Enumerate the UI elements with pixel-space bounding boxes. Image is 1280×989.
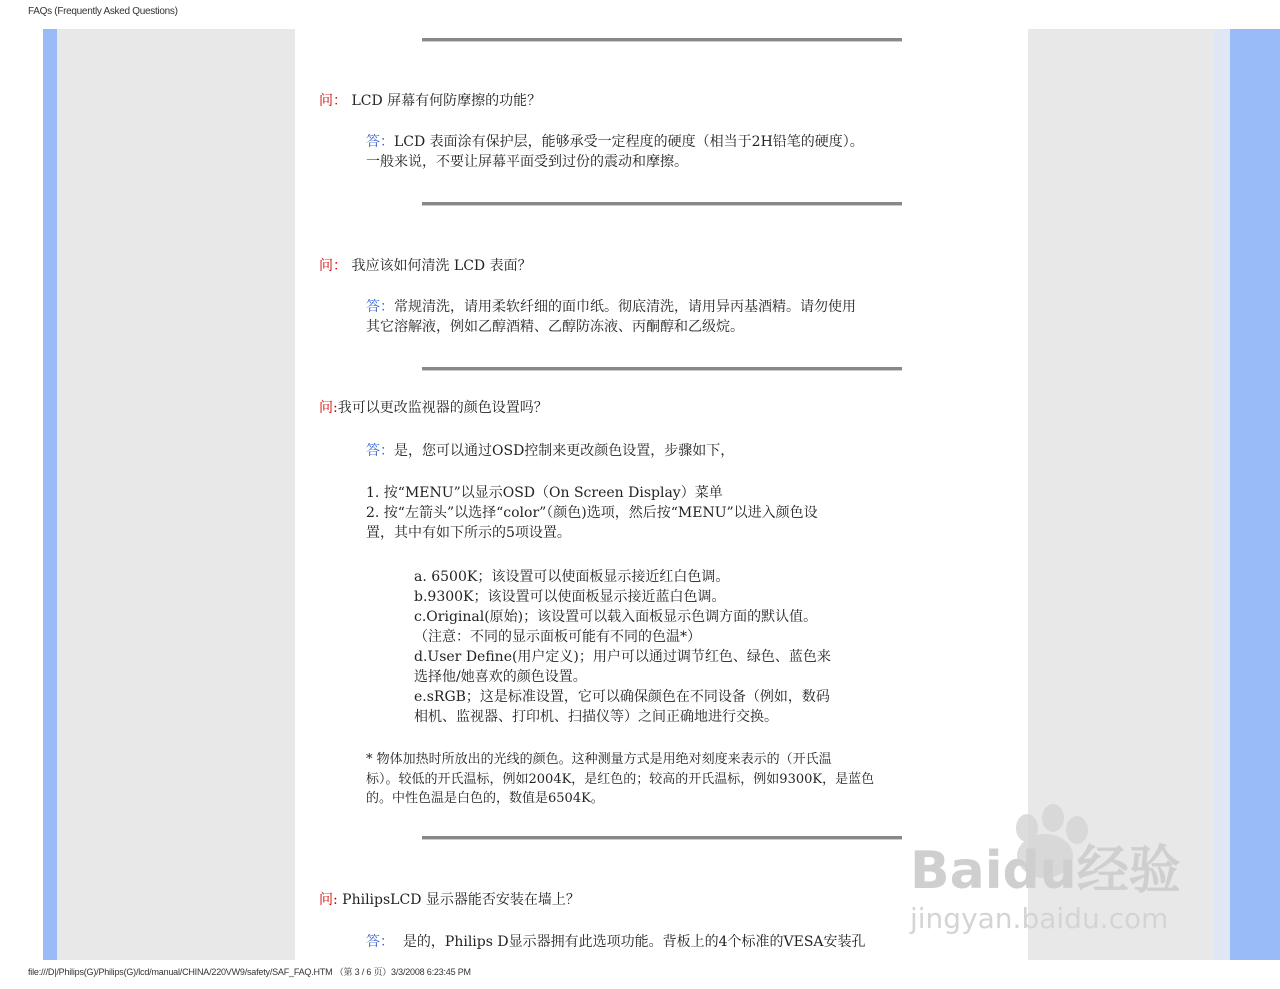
paw-icon (905, 800, 1205, 950)
option-item: 相机、监视器、打印机、扫描仪等）之间正确地进行交换。 (414, 709, 778, 725)
footnote-line: 的。中性色温是白色的，数值是6504K。 (366, 791, 604, 806)
step-item: 1. 按“MENU”以显示OSD（On Screen Display）菜单 (366, 485, 723, 501)
question-marker: 问: (319, 400, 338, 416)
option-item: a. 6500K；该设置可以使面板显示接近红白色调。 (414, 569, 730, 585)
answer-marker: 答： (366, 443, 394, 459)
section-divider (422, 836, 902, 840)
footnote-line: * 物体加热时所放出的光线的颜色。这种测量方式是用绝对刻度来表示的（开氏温 (366, 752, 832, 767)
step-item: 2. 按“左箭头”以选择“color”（颜色)选项，然后按“MENU”以进入颜色设 (366, 505, 818, 521)
faq-question (319, 255, 532, 275)
answer-line: 一般来说，不要让屏幕平面受到过份的震动和摩擦。 (366, 154, 688, 170)
right-thin-bar (1214, 29, 1230, 960)
left-gray-column (57, 29, 295, 960)
question-text: LCD 屏幕有何防摩擦的功能？ (347, 93, 542, 109)
answer-line: 常规清洗，请用柔软纤细的面巾纸。彻底清洗，请用异丙基酒精。请勿使用 (394, 299, 856, 315)
option-item: e.sRGB；这是标准设置，它可以确保颜色在不同设备（例如，数码 (414, 689, 830, 705)
answer-line: 是，您可以通过OSD控制来更改颜色设置，步骤如下， (394, 443, 735, 459)
answer-line: 其它溶解液，例如乙醇酒精、乙醇防冻液、丙酮醇和乙级烷。 (366, 319, 744, 335)
option-item: （注意：不同的显示面板可能有不同的色温*） (414, 629, 701, 645)
option-item: d.User Define(用户定义)；用户可以通过调节红色、绿色、蓝色来 (414, 649, 831, 665)
faq-question (319, 889, 580, 909)
section-divider (422, 367, 902, 371)
question-marker: 问： (319, 93, 347, 109)
page-header: FAQs (Frequently Asked Questions) (28, 6, 178, 17)
section-divider (422, 38, 902, 42)
faq-answer (366, 132, 966, 172)
steps-list (366, 483, 966, 543)
faq-question (319, 397, 548, 417)
footnote (366, 750, 874, 809)
section-divider (422, 202, 902, 206)
watermark-brand: Baidu经验 (910, 841, 1181, 901)
answer-line: LCD 表面涂有保护层，能够承受一定程度的硬度（相当于2H铅笔的硬度）。 (394, 134, 864, 150)
right-accent-bar (1230, 29, 1280, 960)
option-item: c.Original(原始)；该设置可以载入面板显示色调方面的默认值。 (414, 609, 818, 625)
page-footer: file:///D|/Philips(G)/Philips(G)/lcd/manual/CHINA/220VW9/safety/SAF_FAQ.HTM （第 3 / 6 页）3/3/2008 6:23:45 PM (28, 967, 471, 977)
baidu-watermark (905, 800, 1205, 950)
color-options-list (414, 567, 831, 727)
question-text: 我应该如何清洗 LCD 表面？ (347, 258, 532, 274)
question-marker: 问： (319, 258, 347, 274)
option-item: b.9300K；该设置可以使面板显示接近蓝白色调。 (414, 589, 726, 605)
watermark-url: jingyan.baidu.com (910, 902, 1169, 935)
footnote-line: 标）。较低的开氏温标，例如2004K，是红色的；较高的开氏温标，例如9300K，是蓝色 (366, 771, 875, 787)
question-text: PhilipsLCD 显示器能否安装在墙上？ (337, 892, 580, 908)
faq-answer (366, 297, 966, 337)
step-item: 置，其中有如下所示的5项设置。 (366, 525, 571, 541)
left-accent-bar (43, 29, 57, 960)
faq-answer (366, 441, 966, 461)
answer-line: 是的，Philips D显示器拥有此选项功能。背板上的4个标准的VESA安装孔 (394, 934, 866, 950)
faq-question (319, 90, 541, 110)
question-text: 我可以更改监视器的颜色设置吗？ (337, 400, 548, 416)
answer-marker: 答： (366, 934, 394, 950)
answer-marker: 答： (366, 134, 394, 150)
question-marker: 问: (319, 892, 338, 908)
answer-marker: 答： (366, 299, 394, 315)
option-item: 选择他/她喜欢的颜色设置。 (414, 669, 587, 685)
faq-answer (366, 932, 966, 952)
